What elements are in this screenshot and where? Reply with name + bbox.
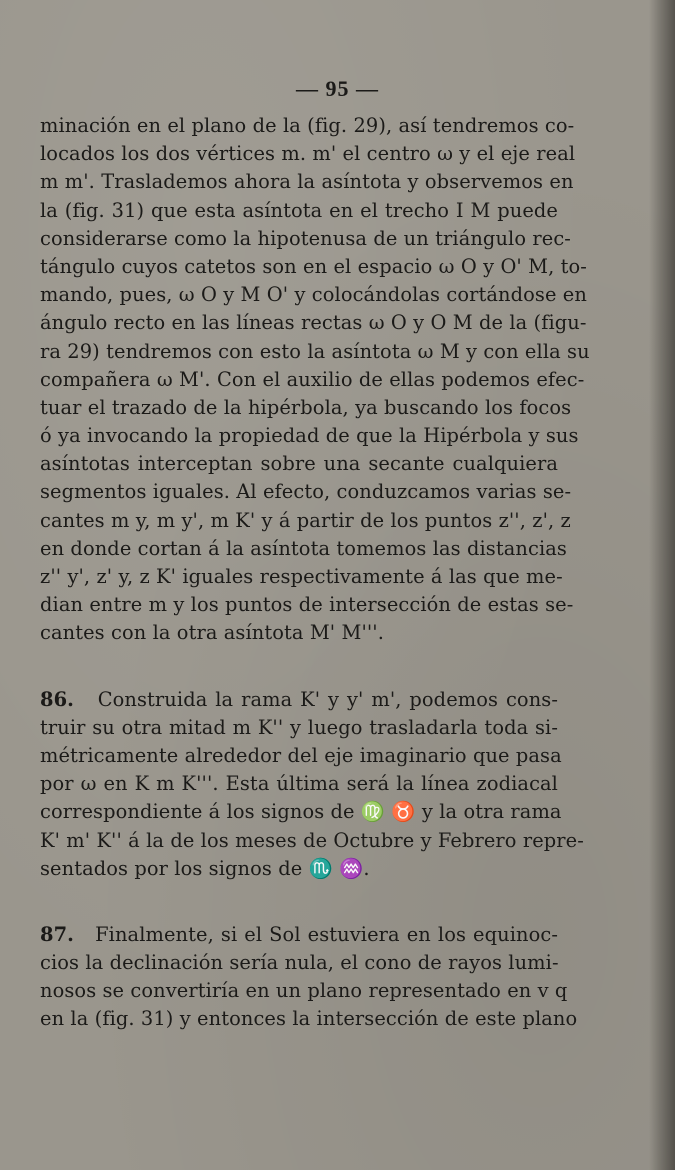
body-text bbox=[40, 112, 590, 1034]
text-line bbox=[40, 686, 558, 714]
paragraph-number: 87. bbox=[40, 922, 75, 946]
text-line: la (fig. 31) que esta asíntota en el trecho I M puede bbox=[40, 198, 558, 222]
text-line: cantes m y, m y', m K' y á partir de los puntos z'', z', z bbox=[40, 508, 571, 532]
paragraph-gap bbox=[40, 648, 558, 686]
text-line: correspondiente á los signos de ♍ ♉ y la otra rama bbox=[40, 800, 562, 824]
text-line: métricamente alrededor del eje imaginario que pasa bbox=[40, 743, 562, 767]
text-line: minación en el plano de la (fig. 29), así tendremos co- bbox=[40, 114, 575, 137]
paragraph-continuation bbox=[40, 112, 590, 648]
text-line: ó ya invocando la propiedad de que la Hipérbola y sus bbox=[40, 424, 579, 448]
text-line: por ω en K m K'''. Esta última será la línea zodiacal bbox=[40, 772, 558, 796]
text-line-content: Construida la rama K' y y' m', podemos cons- bbox=[97, 687, 558, 711]
text-line: en la (fig. 31) y entonces la intersección de este plano bbox=[40, 1007, 578, 1031]
text-line: K' m' K'' á la de los meses de Octubre y Febrero repre- bbox=[40, 828, 584, 852]
text-line: considerarse como la hipotenusa de un triángulo rec- bbox=[40, 226, 571, 250]
text-line: segmentos iguales. Al efecto, conduzcamos varias se- bbox=[40, 480, 572, 504]
text-line: tángulo cuyos catetos son en el espacio ω O y O' M, to- bbox=[40, 254, 587, 278]
text-line: tuar el trazado de la hipérbola, ya buscando los focos bbox=[40, 395, 572, 419]
text-line: ángulo recto en las líneas rectas ω O y O M de la (figu- bbox=[40, 311, 587, 335]
paragraph-gap bbox=[40, 883, 558, 921]
text-line: nosos se convertiría en un plano representado en v q bbox=[40, 979, 568, 1003]
text-line: locados los dos vértices m. m' el centro ω y el eje real bbox=[40, 142, 576, 166]
text-line: z'' y', z' y, z K' iguales respectivamente á las que me- bbox=[40, 565, 563, 588]
paragraph-number: 86. bbox=[40, 687, 75, 711]
text-line: cantes con la otra asíntota M' M'''. bbox=[40, 621, 385, 645]
text-line: asíntotas interceptan sobre una secante cualquiera bbox=[40, 452, 558, 476]
text-line bbox=[40, 921, 558, 949]
paragraph-86 bbox=[40, 686, 584, 883]
page-number: — 95 — bbox=[296, 76, 379, 101]
text-line: dian entre m y los puntos de intersección de estas se- bbox=[40, 593, 574, 617]
paragraph-87 bbox=[40, 921, 578, 1034]
text-line: truir su otra mitad m K'' y luego trasladarla toda si- bbox=[40, 715, 558, 739]
text-line: compañera ω M'. Con el auxilio de ellas podemos efec- bbox=[40, 367, 585, 391]
text-line: en donde cortan á la asíntota tomemos las distancias bbox=[40, 536, 567, 560]
text-line: m m'. Traslademos ahora la asíntota y observemos en bbox=[40, 170, 574, 194]
text-line: sentados por los signos de ♏ ♒. bbox=[40, 856, 370, 880]
text-line-content: Finalmente, si el Sol estuviera en los equinoc- bbox=[95, 922, 558, 946]
text-line: cios la declinación sería nula, el cono de rayos lumi- bbox=[40, 951, 559, 975]
text-line: ra 29) tendremos con esto la asíntota ω M y con ella su bbox=[40, 339, 590, 363]
book-spine-shadow bbox=[649, 0, 675, 1170]
text-line: mando, pues, ω O y M O' y colocándolas cortándose en bbox=[40, 283, 587, 307]
